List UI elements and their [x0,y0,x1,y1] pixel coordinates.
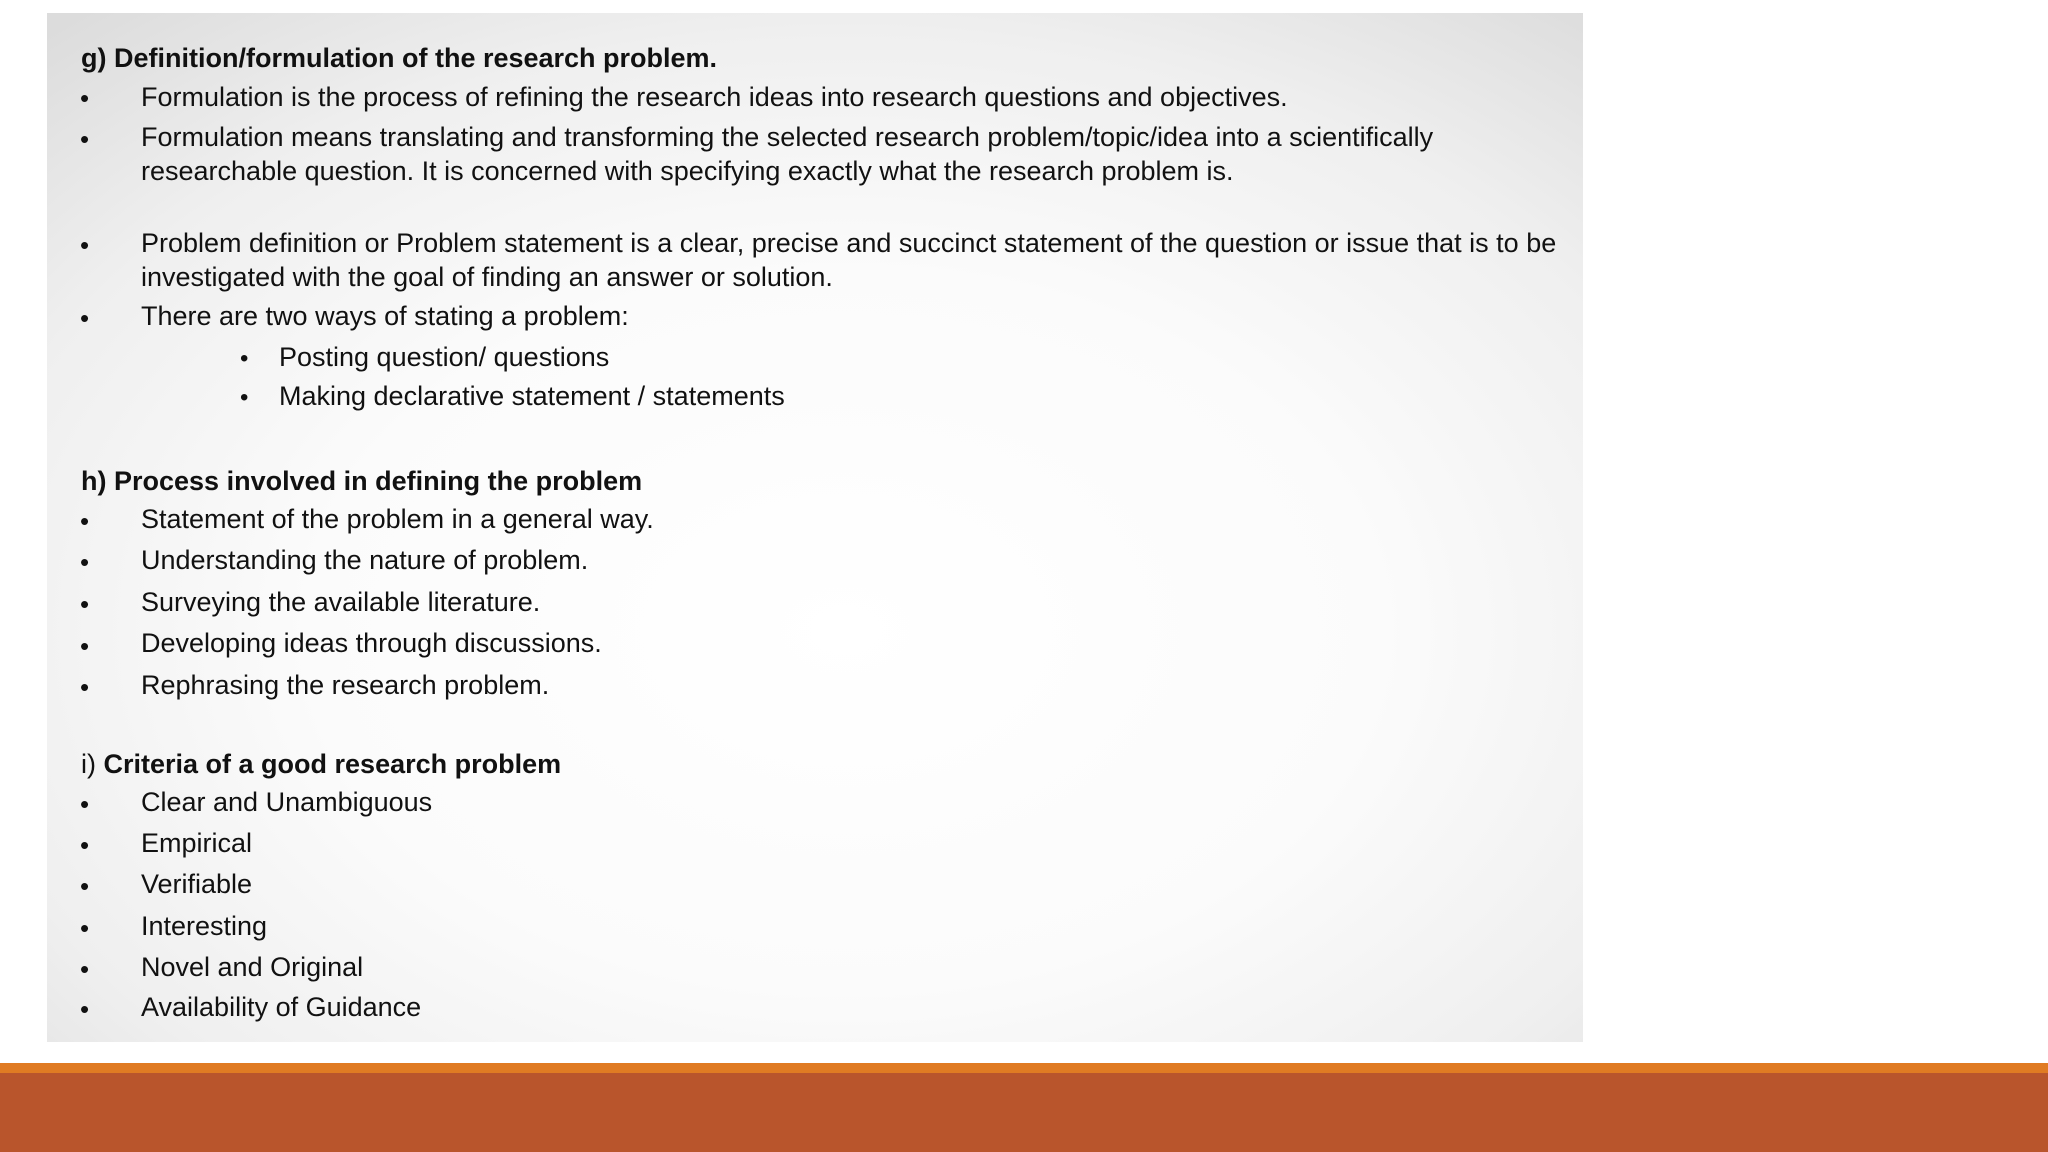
section-heading-h [81,468,642,495]
list-item: Rephrasing the research problem. [141,670,550,700]
section-heading-g [81,45,717,72]
section-label: h) [81,466,107,496]
section-label: i) [81,749,96,779]
section-title: Criteria of a good research problem [103,749,562,779]
section-label: g) [81,43,107,73]
bullet-icon: • [80,672,90,702]
list-item: Clear and Unambiguous [141,787,433,817]
section-title: Process involved in defining the problem [114,466,643,496]
bullet-icon: • [80,83,90,113]
list-item: Problem definition or Problem statement is a clear, precise and succinct statement of the question or issue that is to be investigated with the goal of finding an answer or solution. [141,228,1557,292]
list-item: Verifiable [141,869,253,899]
list-item: Interesting [141,911,268,941]
bullet-icon: • [80,230,90,260]
slide-content [47,13,1583,1042]
bullet-icon: • [80,871,90,901]
list-item: Formulation means translating and transforming the selected research problem/topic/idea into a scientifically researchable question. It is concerned with specifying exactly what the research problem is. [141,122,1434,186]
bullet-icon: • [80,631,90,661]
list-item: Empirical [141,828,253,858]
bullet-icon: • [80,303,90,333]
section-heading-i [81,751,561,778]
list-item: Novel and Original [141,952,364,982]
list-item: Surveying the available literature. [141,587,541,617]
bullet-icon: • [80,589,90,619]
list-item: Formulation is the process of refining the research ideas into research questions and objectives. [141,82,1288,112]
list-item: Availability of Guidance [141,992,422,1022]
bullet-icon: • [80,830,90,860]
sub-bullet-icon: • [240,345,249,372]
bullet-icon: • [80,954,90,984]
list-item: Statement of the problem in a general way. [141,504,654,534]
sub-list-item: Posting question/ questions [279,342,610,372]
section-title: Definition/formulation of the research problem. [114,43,718,73]
bullet-icon: • [80,124,90,154]
sub-list-item: Making declarative statement / statements [279,381,785,411]
list-item: Developing ideas through discussions. [141,628,602,658]
list-item: Understanding the nature of problem. [141,545,589,575]
bullet-icon: • [80,994,90,1024]
bullet-icon: • [80,913,90,943]
bullet-icon: • [80,506,90,536]
list-item: There are two ways of stating a problem: [141,301,629,331]
bullet-icon: • [80,547,90,577]
footer-bar [0,1073,2048,1152]
sub-bullet-icon: • [240,384,249,411]
accent-bar-thin [0,1063,2048,1073]
bullet-icon: • [80,789,90,819]
